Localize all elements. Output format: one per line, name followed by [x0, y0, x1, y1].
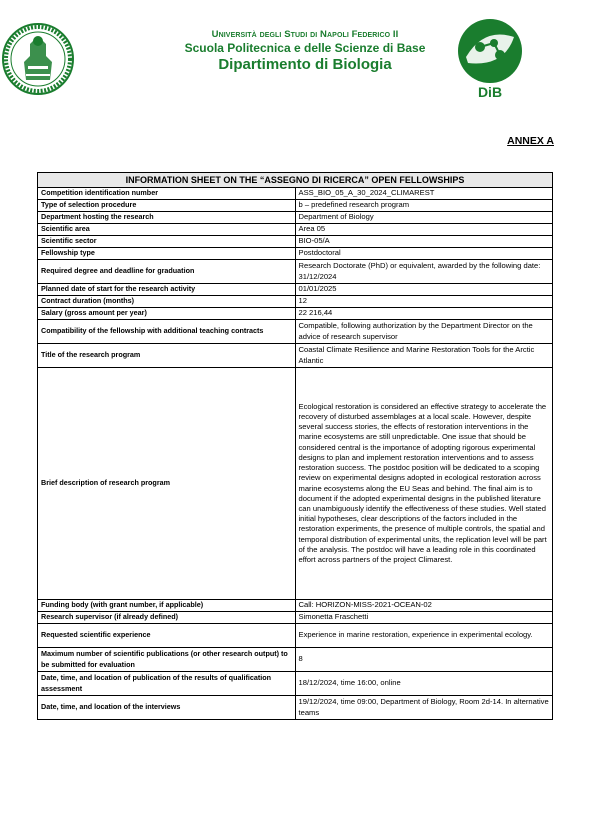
- dib-molecule-leaf-icon: [454, 17, 526, 101]
- row-label: Competition identification number: [38, 188, 296, 200]
- table-row: [38, 648, 553, 672]
- dib-logo-text: DiB: [477, 84, 503, 100]
- row-label: Date, time, and location of publication of the results of qualification assessment: [38, 672, 296, 696]
- information-sheet-table: [37, 172, 553, 720]
- table-row: [38, 260, 553, 284]
- row-label: Fellowship type: [38, 248, 296, 260]
- row-value: Experience in marine restoration, experience in experimental ecology.: [295, 624, 553, 648]
- row-value: Area 05: [295, 224, 553, 236]
- table-row: [38, 188, 553, 200]
- row-value: Department of Biology: [295, 212, 553, 224]
- row-label: Title of the research program: [38, 344, 296, 368]
- table-row: [38, 236, 553, 248]
- row-label: Planned date of start for the research activity: [38, 284, 296, 296]
- table-row: [38, 200, 553, 212]
- row-label: Type of selection procedure: [38, 200, 296, 212]
- row-label: Maximum number of scientific publications (or other research output) to be submitted for evaluation: [38, 648, 296, 672]
- row-label: Requested scientific experience: [38, 624, 296, 648]
- annex-label: ANNEX A: [507, 135, 554, 147]
- row-value: 01/01/2025: [295, 284, 553, 296]
- table-row: [38, 224, 553, 236]
- table-row: [38, 320, 553, 344]
- table-row: [38, 308, 553, 320]
- table-row: [38, 284, 553, 296]
- row-value: BIO-05/A: [295, 236, 553, 248]
- row-label: Required degree and deadline for graduation: [38, 260, 296, 284]
- row-label: Funding body (with grant number, if applicable): [38, 600, 296, 612]
- row-value: ASS_BIO_05_A_30_2024_CLIMAREST: [295, 188, 553, 200]
- university-name: Università degli Studi di Napoli Federico II: [211, 29, 399, 40]
- row-value: 19/12/2024, time 09:00, Department of Biology, Room 2d-14. In alternative teams: [295, 696, 553, 720]
- row-value: 22 216,44: [295, 308, 553, 320]
- table-row: [38, 212, 553, 224]
- table-row: [38, 296, 553, 308]
- row-value: Research Doctorate (PhD) or equivalent, awarded by the following date: 31/12/2024: [295, 260, 553, 284]
- table-title: INFORMATION SHEET ON THE “ASSEGNO DI RICERCA” OPEN FELLOWSHIPS: [38, 173, 553, 188]
- row-label: Research supervisor (if already defined): [38, 612, 296, 624]
- table-row: [38, 344, 553, 368]
- table-row: [38, 672, 553, 696]
- row-value: Simonetta Fraschetti: [295, 612, 553, 624]
- row-label: Compatibility of the fellowship with additional teaching contracts: [38, 320, 296, 344]
- row-label: Brief description of research program: [38, 368, 296, 600]
- row-value: 12: [295, 296, 553, 308]
- row-value: 8: [295, 648, 553, 672]
- row-label: Contract duration (months): [38, 296, 296, 308]
- row-value: 18/12/2024, time 16:00, online: [295, 672, 553, 696]
- row-value: Ecological restoration is considered an effective strategy to accelerate the recovery of disturbed assemblages at a local scale. However, despite several success stories, the effects of restoration interventions in the marine ecosystems are still unpredictable. One issue that should be considered central is the importance of adopting rigorous experimental designs to plan and implement restoration interventions and to assess restoration success. The postdoc position will be dedicated to a scoping review on experimental designs adopted in ecological restoration across marine ecosystems along the EU Seas and behind. The final aim is to document if the adopted experimental designs in the published literature can unambiguously identify the effectiveness of these studies. Well stated initial hypotheses, clear descriptions of the factors included in the restoration experiments, the presence of multiple controls, the spatial and temporal distribution of experimental units, the replication level will be part of the analysis. The postdoc will have a leading role in this coordinated effort across partners of the project Climarest.: [295, 368, 553, 600]
- row-value: b – predefined research program: [295, 200, 553, 212]
- row-label: Date, time, and location of the interviews: [38, 696, 296, 720]
- row-value: Compatible, following authorization by the Department Director on the advice of research supervisor: [295, 320, 553, 344]
- table-row: [38, 600, 553, 612]
- school-name: Scuola Politecnica e delle Scienze di Base: [184, 41, 426, 55]
- row-value: Postdoctoral: [295, 248, 553, 260]
- table-row: [38, 368, 553, 600]
- row-label: Scientific area: [38, 224, 296, 236]
- row-value: Call: HORIZON-MISS-2021-OCEAN-02: [295, 600, 553, 612]
- row-value: Coastal Climate Resilience and Marine Restoration Tools for the Arctic Atlantic: [295, 344, 553, 368]
- row-label: Scientific sector: [38, 236, 296, 248]
- department-name: Dipartimento di Biologia: [218, 56, 392, 73]
- university-seal-icon: [2, 22, 74, 96]
- table-row: [38, 248, 553, 260]
- table-row: [38, 612, 553, 624]
- table-row: [38, 696, 553, 720]
- row-label: Department hosting the research: [38, 212, 296, 224]
- row-label: Salary (gross amount per year): [38, 308, 296, 320]
- table-row: [38, 624, 553, 648]
